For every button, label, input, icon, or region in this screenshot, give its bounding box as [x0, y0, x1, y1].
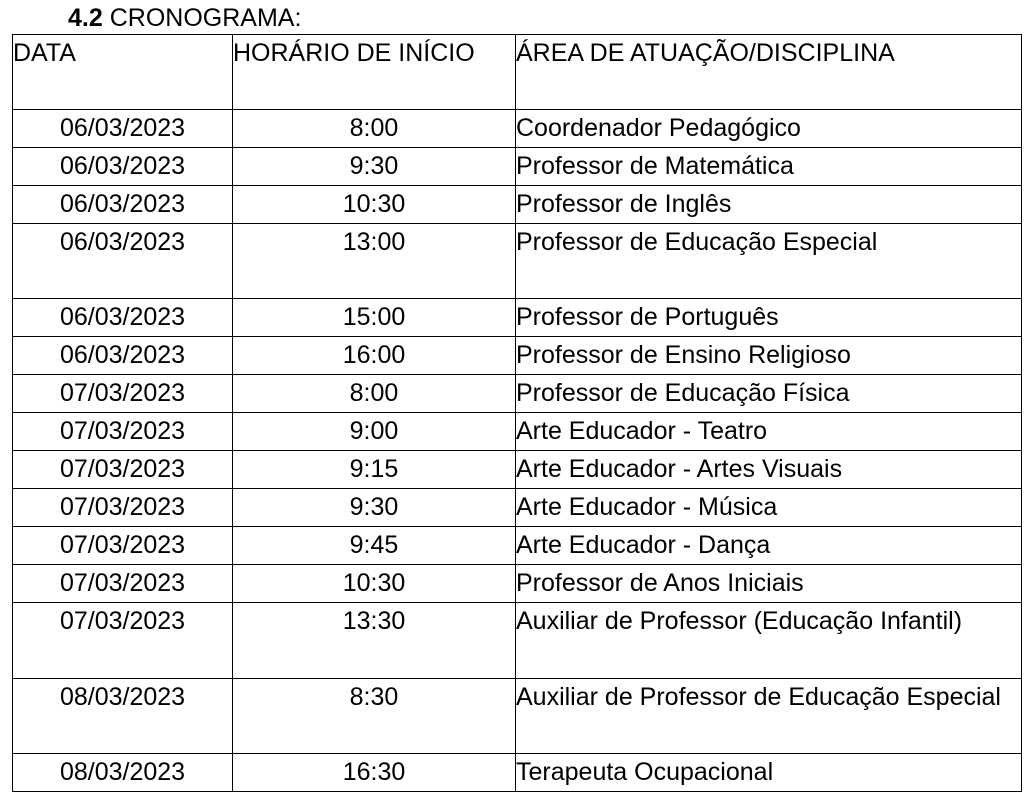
area-cell: Arte Educador - Teatro	[516, 413, 1022, 451]
table-row	[13, 603, 1022, 678]
table-row	[13, 754, 1022, 792]
time-cell: 9:30	[233, 148, 516, 186]
header-start-time: HORÁRIO DE INÍCIO	[233, 35, 516, 110]
section-heading: CRONOGRAMA:	[109, 4, 302, 32]
table-row	[13, 337, 1022, 375]
area-cell: Terapeuta Ocupacional	[516, 754, 1022, 792]
time-cell: 9:15	[233, 451, 516, 489]
date-cell: 07/03/2023	[13, 413, 233, 451]
table-row	[13, 375, 1022, 413]
date-cell: 06/03/2023	[13, 299, 233, 337]
area-cell: Arte Educador - Música	[516, 489, 1022, 527]
schedule-body	[13, 110, 1022, 792]
area-cell: Coordenador Pedagógico	[516, 110, 1022, 148]
header-row	[13, 35, 1022, 110]
time-cell: 10:30	[233, 186, 516, 224]
time-cell: 15:00	[233, 299, 516, 337]
table-row	[13, 527, 1022, 565]
time-cell: 16:30	[233, 754, 516, 792]
time-cell: 9:45	[233, 527, 516, 565]
area-cell: Arte Educador - Dança	[516, 527, 1022, 565]
section-number: 4.2	[68, 4, 103, 32]
date-cell: 06/03/2023	[13, 224, 233, 299]
date-cell: 08/03/2023	[13, 754, 233, 792]
date-cell: 07/03/2023	[13, 489, 233, 527]
area-cell: Professor de Ensino Religioso	[516, 337, 1022, 375]
date-cell: 06/03/2023	[13, 148, 233, 186]
area-cell: Arte Educador - Artes Visuais	[516, 451, 1022, 489]
time-cell: 13:30	[233, 603, 516, 678]
time-cell: 8:00	[233, 110, 516, 148]
table-row	[13, 186, 1022, 224]
table-row	[13, 299, 1022, 337]
table-row	[13, 489, 1022, 527]
area-cell: Professor de Anos Iniciais	[516, 565, 1022, 603]
header-date: DATA	[13, 35, 233, 110]
time-cell: 9:30	[233, 489, 516, 527]
time-cell: 16:00	[233, 337, 516, 375]
area-cell: Professor de Inglês	[516, 186, 1022, 224]
area-cell: Professor de Educação Física	[516, 375, 1022, 413]
table-row	[13, 148, 1022, 186]
date-cell: 06/03/2023	[13, 337, 233, 375]
date-cell: 06/03/2023	[13, 186, 233, 224]
date-cell: 07/03/2023	[13, 451, 233, 489]
area-cell: Auxiliar de Professor (Educação Infantil)	[516, 603, 1022, 678]
area-cell: Professor de Educação Especial	[516, 224, 1022, 299]
time-cell: 9:00	[233, 413, 516, 451]
date-cell: 06/03/2023	[13, 110, 233, 148]
time-cell: 8:00	[233, 375, 516, 413]
date-cell: 07/03/2023	[13, 527, 233, 565]
table-row	[13, 678, 1022, 753]
table-row	[13, 413, 1022, 451]
table-row	[13, 224, 1022, 299]
table-row	[13, 451, 1022, 489]
header-area: ÁREA DE ATUAÇÃO/DISCIPLINA	[516, 35, 1022, 110]
time-cell: 8:30	[233, 678, 516, 753]
area-cell: Professor de Matemática	[516, 148, 1022, 186]
date-cell: 07/03/2023	[13, 565, 233, 603]
date-cell: 07/03/2023	[13, 603, 233, 678]
table-row	[13, 110, 1022, 148]
section-title	[68, 2, 301, 34]
table-row	[13, 565, 1022, 603]
schedule-table	[12, 34, 1022, 792]
area-cell: Auxiliar de Professor de Educação Especial	[516, 678, 1022, 753]
date-cell: 07/03/2023	[13, 375, 233, 413]
time-cell: 10:30	[233, 565, 516, 603]
time-cell: 13:00	[233, 224, 516, 299]
area-cell: Professor de Português	[516, 299, 1022, 337]
date-cell: 08/03/2023	[13, 678, 233, 753]
